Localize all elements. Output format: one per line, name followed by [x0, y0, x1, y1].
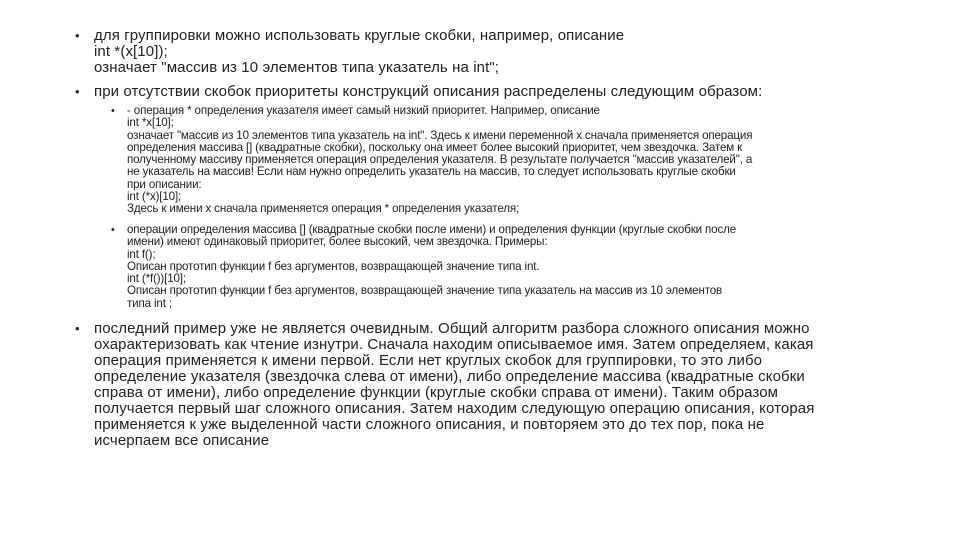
text-line: для группировки можно использовать круглые скобки, например, описание [94, 27, 625, 44]
text-line: определения массива [] (квадратные скобки), поскольку она имеет более высокий приоритет, чем звездочка. Затем к [127, 140, 743, 154]
text-line: охарактеризовать как чтение изнутри. Сначала находим описываемое имя. Затем определяем, какая [94, 336, 814, 353]
text-line: получается первый шаг сложного описания. Затем находим следующую операцию описания, которая [94, 400, 815, 417]
text-line: int (*x)[10]; [127, 190, 182, 204]
text-line: последний пример уже не является очевидным. Общий алгоритм разбора сложного описания можно [94, 320, 810, 337]
text-line: определение указателя (звездочка слева от имени), либо определение массива (квадратные скобки [94, 368, 805, 385]
text-line: операции определения массива [] (квадратные скобки после имени) и определения функции (круглые скобки после [127, 223, 737, 236]
text-line: Здесь к имени x сначала применяется операция * определения указателя; [127, 202, 520, 216]
text-line: - операция * определения указателя имеет самый низкий приоритет. Например, описание [127, 104, 600, 117]
text-line: Описан прототип функции f без аргументов, возвращающей значение типа int. [127, 259, 540, 273]
text-line: исчерпаем все описание [94, 432, 270, 449]
text-line: типа int ; [127, 296, 172, 310]
bullet-marker: • [75, 321, 80, 336]
text-line: операция применяется к имени первой. Если нет круглых скобок для группировки, то это либо [94, 352, 763, 369]
text-line: имени) имеют одинаковый приоритет, более высокий, чем звездочка. Примеры: [127, 235, 548, 249]
bullet-text [127, 105, 752, 216]
text-line: при отсутствии скобок приоритеты конструкций описания распределены следующим образом: [94, 83, 763, 100]
text-line: справа от имени), либо определение функции (круглые скобки справа от имени). Таким образом [94, 384, 779, 401]
text-line: при описании: [127, 177, 202, 191]
text-line: означает "массив из 10 элементов типа указатель на int"; [94, 59, 500, 76]
text-line: int *x[10]; [127, 116, 174, 130]
text-line: int *(x[10]); [94, 43, 168, 60]
text-line: означает "массив из 10 элементов типа указатель на int". Здесь к имени переменной x сначала применяется операция [127, 128, 753, 142]
bullet-text [94, 28, 624, 76]
text-line: не указатель на массив! Если нам нужно определить указатель на массив, то следует использовать круглые скобки [127, 165, 736, 179]
text-line: int f(); [127, 247, 156, 261]
bullet-text [94, 84, 762, 100]
bullet-marker: • [75, 28, 80, 43]
text-line: применяется к уже выделенной части сложного описания, и повторяем это до тех пор, пока не [94, 416, 765, 433]
text-line: int (*f())[10]; [127, 272, 186, 286]
text-line: Описан прототип функции f без аргументов, возвращающей значение типа указатель на массив из 10 элементов [127, 284, 723, 298]
bullet-text [127, 224, 736, 310]
text-line: полученному массиву применяется операция определения указателя. В результате получается "массив указателей", а [127, 153, 753, 167]
bullet-marker: • [111, 105, 115, 117]
bullet-text [94, 321, 814, 449]
bullet-marker: • [111, 224, 115, 236]
bullet-marker: • [75, 84, 80, 99]
